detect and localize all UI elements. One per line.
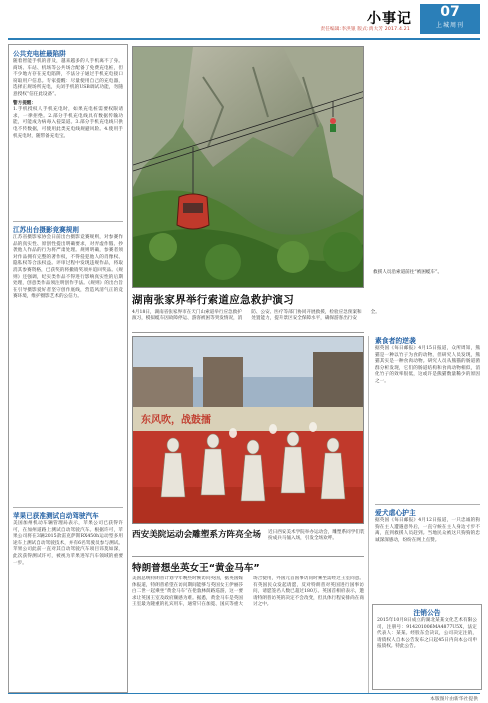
banner-text: 东风吹，战鼓擂 [141, 415, 211, 426]
article-title: 素食者的逆袭 [375, 337, 416, 345]
notice-title: 注销公告 [413, 609, 441, 617]
divider [13, 221, 123, 222]
article-body: 美国加州机动车辆管理局表示，苹果公司已获得许可，在加州道路上测试自动驾驶汽车。根据许可，苹果公司将在3辆2015款雷克萨斯RX450h运动型多用途车上测试自动驾驶技术，并有6名驾驶员参与测试。苹果公司此前一直对其自动驾驶汽车项目讳莫如深，此次获得测试许可，被视为苹果进军汽车领域的重要一步。 [13, 521, 123, 566]
article-title: 爱犬虐心护主 [375, 509, 416, 517]
article-body: 随着智能手机的普及，越来越多的人手机离不了身。商场、车站、机场等公共场合配备了免费充电桩，但不少地方存在充电陷阱，不法分子通过手机充电接口窃取用户信息。专家提醒：尽量使用自己的充电器，选择正规场所充电，关闭手机的USB调试功能，勿随意授权“信任此设备”。 [13, 59, 123, 97]
divider [132, 332, 364, 333]
page-name: 上城周刊 [435, 22, 464, 29]
right-article-panda [375, 336, 480, 386]
page-badge [420, 4, 480, 34]
headline-cable-car: 湖南张家界举行索道应急救护演习 [132, 294, 294, 306]
article-title: 公共充电桩最陷阱 [13, 50, 66, 58]
footer-rule [8, 693, 480, 694]
notice-body: 2015年10月8日成立的湖北某某文化艺术有限公司，注册号：914201006MA4877U5X，法定代表人：某某。经股东会决议，公司决定注销，请债权人自本公告发布之日起45日内向本公司申报债权。特此公告。 [377, 618, 477, 650]
footer-credit: 本版图片由新华社提供 [430, 697, 478, 702]
lead-sports-meet: 近日西安美术学院举办运动会，雕塑系同学们装扮成兵马俑入场，引发全场欢呼。 [268, 530, 365, 542]
headline-trump: 特朗普想坐英女王“黄金马车” [132, 563, 260, 574]
lead-cable-car: 4月18日，湖南省张家界市在天门山索道举行应急救护演习，模拟缆车因故障停运、游客被困等突发情况，消防、公安、医疗等部门协同开展救援，检验应急预案和处置能力，提升景区安全保障水平，确保游客出行安全。 [132, 310, 380, 322]
masthead-rule [8, 38, 480, 40]
left-column [8, 44, 128, 693]
notice-box [372, 604, 482, 690]
left-article-photo-rules [13, 225, 123, 301]
body-trump: 美国总统特朗普计划今年晚些时候访问英国，据英国媒体报道，特朗普希望在访问期间能够与英国女王伊丽莎白二世一起乘坐“黄金马车”在伦敦林荫路巡游，这一要求让英国王室及政府颇感为难。据悉，黄金马车是英国王室最为隆重的礼宾用车，通常只在加冕、国庆等重大场合使用，外国元首国事访问时乘坐需经过王室同意。有英国民众发起请愿，反对特朗普对英国进行国事访问，请愿签名人数已超过180万。英国首相府表示，邀请特朗普访英的决定不会改变，但具体行程安排尚在商讨之中。 [132, 576, 364, 608]
divider [13, 507, 123, 508]
article-body: 据英国《每日邮报》4月15日报道，众所周知，熊猫是一种以竹子为食的动物，但研究人员发现，熊猫其实是一种食肉动物。研究人员从熊猫的肠道菌群分析发现，它们的肠道结构和食肉动物相似，消化竹子的效率很低，这或许是熊猫数量稀少的原因之一。 [375, 346, 480, 384]
sports-meet-photo [132, 336, 364, 524]
article-title: 苹果已获准测试自动驾驶汽车 [13, 512, 99, 520]
article-body: 据英国《每日邮报》4月12日报道，一只忠诚的狗狗在主人遭遇意外后，一直守候在主人身边寸步不离，直到救援人员赶到。当地民众被这只狗狗的忠诚深深感动，纷纷在网上点赞。 [375, 518, 480, 543]
left-article-apple [13, 511, 123, 567]
photo-caption: 救援人员沿索道前往“被困缆车”。 [373, 270, 443, 275]
masthead [8, 2, 480, 42]
section-title: 小事记 [367, 11, 412, 27]
right-article-dog [375, 508, 480, 544]
editor-meta: 责任编辑:李洪银 版式:禹大芳 2017.4.21 [320, 27, 410, 32]
divider [132, 556, 364, 557]
left-article-charging [13, 49, 123, 140]
article-body: 江苏省摄影家协会日前出台摄影竞赛规则，对参赛作品的真实性、原创性提出明确要求，对弄虚作假、抄袭他人作品的行为将严肃处理。规则明确，参赛者须对作品拥有完整的著作权，不得侵犯他人的肖像权、隐私权等合法权益。评审过程中发现违规作品，将取消其参赛资格，已获奖的将撤销奖项并追回奖品。《规则》还强调，纪实类作品不得进行影响真实性的后期处理，创意类作品须注明创作手法。《规则》的出台旨在引导摄影爱好者坚守创作底线，营造风清气正的竞赛环境，维护摄影艺术的公信力。 [13, 235, 123, 300]
article-subhead: 警方提醒： [13, 100, 36, 106]
headline-sports-meet: 西安美院运动会雕塑系方阵亮全场 [132, 530, 261, 540]
page-number: 07 [440, 4, 460, 20]
cable-car-photo [132, 46, 364, 288]
divider [375, 504, 480, 505]
article-tips: 1.手机授权人手机充电时，如果充电桩需要权限请求，一律拒绝。2.部分手机充电线具有数据传输功能，可能成为病毒入侵渠道。3.部分手机充电线只供电不传数据，可使用此类充电线规避风险。4.使用手机充电时，随带备充电宝。 [13, 107, 123, 139]
article-title: 江苏出台摄影竞赛规则 [13, 226, 79, 234]
